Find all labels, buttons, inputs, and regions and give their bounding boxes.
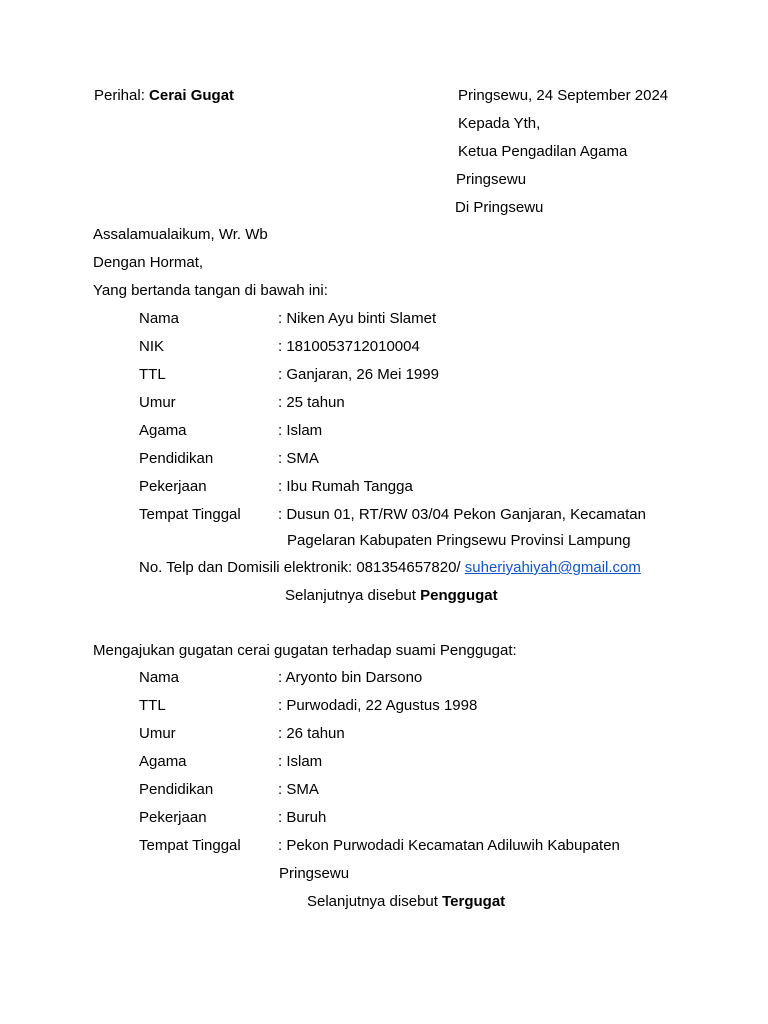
- penggugat-label-ttl: TTL: [139, 366, 166, 383]
- designation-term: Tergugat: [442, 893, 506, 910]
- tergugat-value-pekerjaan: : Buruh: [278, 809, 327, 826]
- penggugat-designation: [285, 587, 498, 605]
- contact-label: No. Telp dan Domisili elektronik: 081354657820/: [139, 559, 465, 576]
- penggugat-label-pendidikan: Pendidikan: [139, 450, 214, 467]
- penggugat-value-nama: : Niken Ayu binti Slamet: [278, 310, 437, 327]
- contact-line: [139, 559, 641, 577]
- intro-text: Yang bertanda tangan di bawah ini:: [93, 282, 328, 299]
- tergugat-address-cont: Pringsewu: [279, 865, 350, 882]
- penggugat-label-umur: Umur: [139, 394, 176, 411]
- tergugat-value-ttl: : Purwodadi, 22 Agustus 1998: [278, 697, 478, 714]
- penggugat-value-pekerjaan: : Ibu Rumah Tangga: [278, 478, 413, 495]
- recipient: Ketua Pengadilan Agama: [458, 143, 628, 160]
- tergugat-value-umur: : 26 tahun: [278, 725, 345, 742]
- greeting: Assalamualaikum, Wr. Wb: [93, 226, 268, 243]
- email-link[interactable]: suheriyahiyah@gmail.com: [464, 559, 641, 576]
- penggugat-label-nama: Nama: [139, 310, 180, 327]
- designation-prefix: Selanjutnya disebut: [285, 587, 421, 604]
- subject-line: [94, 87, 234, 105]
- penggugat-value-ttl: : Ganjaran, 26 Mei 1999: [278, 366, 439, 383]
- penggugat-value-pendidikan: : SMA: [278, 450, 319, 467]
- tergugat-label-tempat-tinggal: Tempat Tinggal: [139, 837, 241, 854]
- tergugat-label-umur: Umur: [139, 725, 176, 742]
- tergugat-label-pendidikan: Pendidikan: [139, 781, 214, 798]
- penggugat-value-umur: : 25 tahun: [278, 394, 345, 411]
- penggugat-value-nik: : 1810053712010004: [278, 338, 420, 355]
- penggugat-label-pekerjaan: Pekerjaan: [139, 478, 207, 495]
- tergugat-label-nama: Nama: [139, 669, 180, 686]
- recipient-city: Pringsewu: [456, 171, 527, 188]
- penggugat-label-agama: Agama: [139, 422, 187, 439]
- designation-prefix: Selanjutnya disebut: [307, 893, 443, 910]
- kepada-yth: Kepada Yth,: [458, 115, 541, 132]
- tergugat-label-pekerjaan: Pekerjaan: [139, 809, 207, 826]
- penggugat-address-cont: Pagelaran Kabupaten Pringsewu Provinsi Lampung: [287, 532, 631, 549]
- penggugat-value-tempat-tinggal: : Dusun 01, RT/RW 03/04 Pekon Ganjaran, Kecamatan: [278, 506, 646, 523]
- penggugat-label-tempat-tinggal: Tempat Tinggal: [139, 506, 241, 523]
- tergugat-label-agama: Agama: [139, 753, 187, 770]
- designation-term: Penggugat: [420, 587, 498, 604]
- tergugat-value-pendidikan: : SMA: [278, 781, 319, 798]
- penggugat-label-nik: NIK: [139, 338, 165, 355]
- tergugat-value-tempat-tinggal: : Pekon Purwodadi Kecamatan Adiluwih Kabupaten: [278, 837, 620, 854]
- subject-value: Cerai Gugat: [149, 87, 235, 104]
- penggugat-value-agama: : Islam: [278, 422, 323, 439]
- subject-label: Perihal:: [94, 87, 150, 104]
- tergugat-value-nama: : Aryonto bin Darsono: [278, 669, 423, 686]
- recipient-location: Di Pringsewu: [455, 199, 544, 216]
- tergugat-designation: [307, 893, 505, 911]
- place-date: Pringsewu, 24 September 2024: [458, 87, 669, 104]
- salutation: Dengan Hormat,: [93, 254, 204, 271]
- tergugat-intro: Mengajukan gugatan cerai gugatan terhadap suami Penggugat:: [93, 642, 517, 659]
- tergugat-value-agama: : Islam: [278, 753, 323, 770]
- tergugat-label-ttl: TTL: [139, 697, 166, 714]
